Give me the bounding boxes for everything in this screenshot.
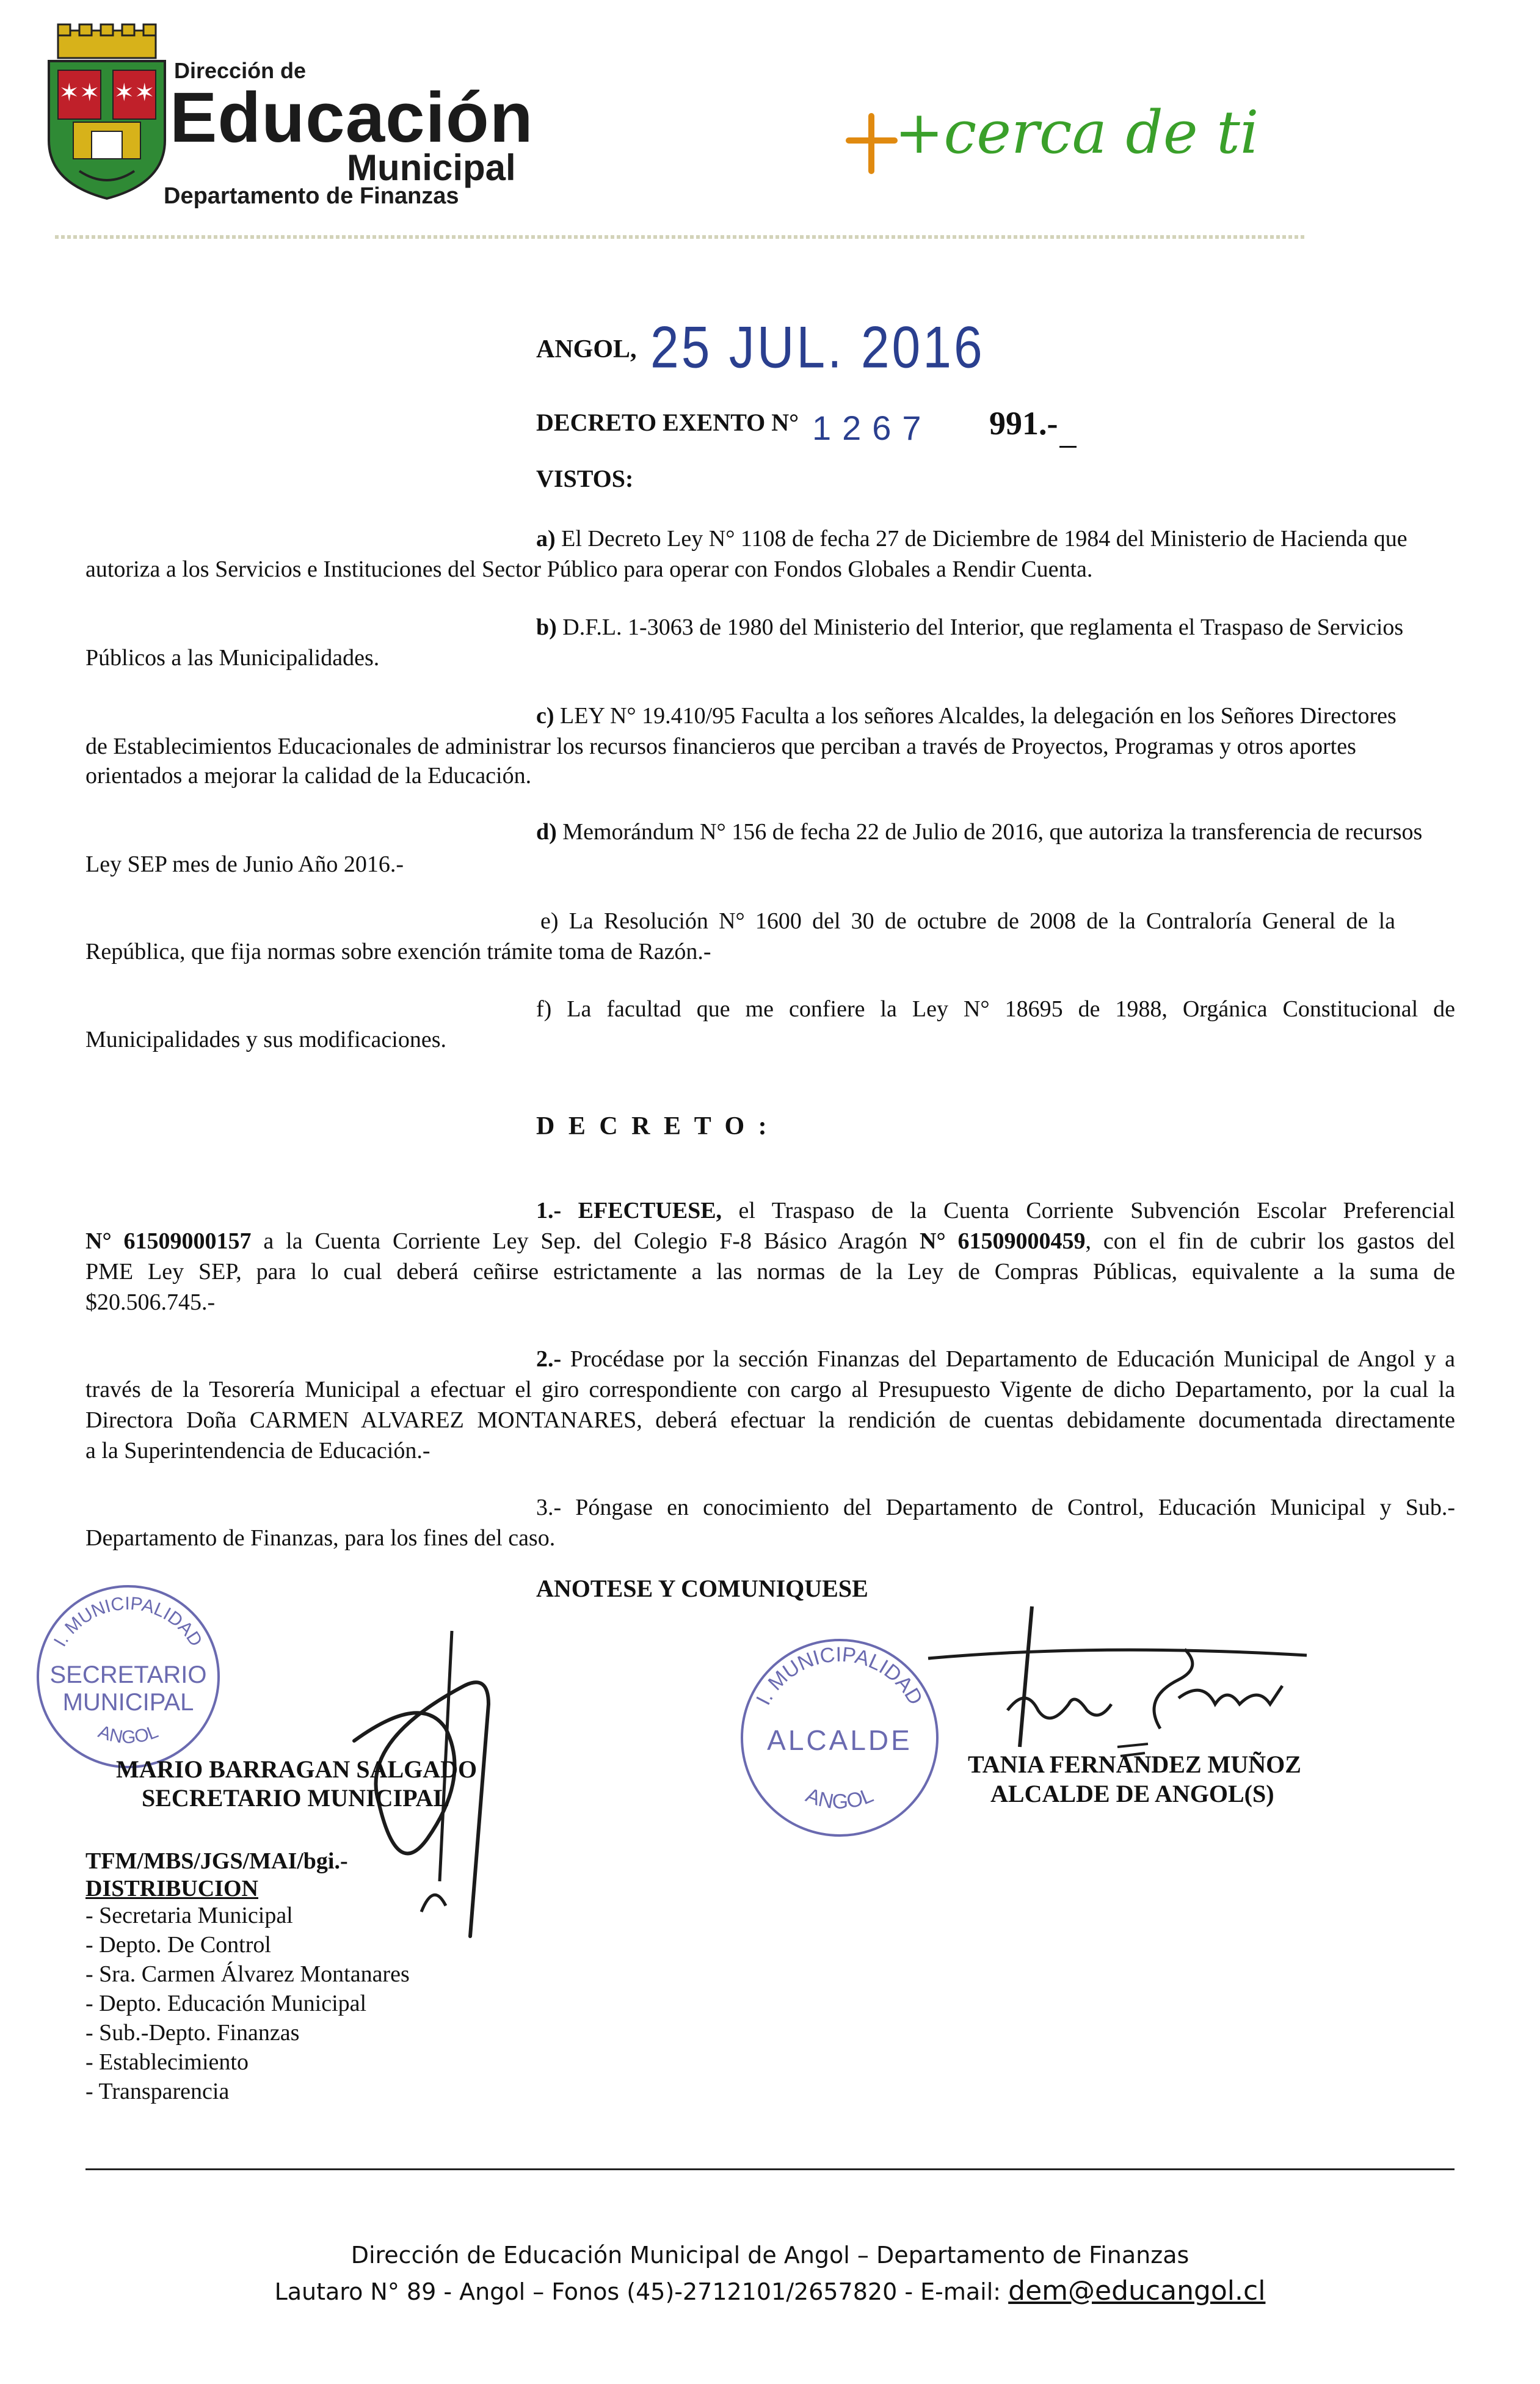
signatory-left-name: MARIO BARRAGAN SALGADO xyxy=(116,1755,478,1783)
article-2-lead: 2.- xyxy=(536,1346,562,1372)
slogan-logo xyxy=(837,82,1259,186)
article-2-line4: a la Superintendencia de Educación.- xyxy=(85,1438,430,1464)
article-1-lead: 1.- EFECTUESE, xyxy=(536,1198,722,1223)
vistos-a-label: a) xyxy=(536,526,556,552)
header-departamento: Departamento de Finanzas xyxy=(164,183,459,209)
distribution-item: - Sra. Carmen Álvarez Montanares xyxy=(85,1961,410,1987)
header-educacion: Educación xyxy=(170,78,534,157)
header-direccion-de: Dirección de xyxy=(174,58,307,83)
vistos-f-line1: f) La facultad que me confiere la Ley N° 18695 de 1988, Orgánica Constitucional de xyxy=(536,996,1455,1022)
vistos-a-line2: autoriza a los Servicios e Instituciones del Sector Público para operar con Fondos Globales a Rendir Cuenta. xyxy=(85,556,1093,582)
vistos-b-text1: D.F.L. 1-3063 de 1980 del Ministerio del Interior, que reglamenta el Traspaso de Servicios xyxy=(562,614,1404,640)
decreto-heading: D E C R E T O : xyxy=(536,1112,771,1140)
article-1-amount: $20.506.745.- xyxy=(85,1289,216,1315)
distribution-item: - Depto. Educación Municipal xyxy=(85,1991,367,2016)
article-2-line1 xyxy=(536,1344,1455,1374)
article-3-line1: 3.- Póngase en conocimiento del Departamento de Control, Educación Municipal y Sub.- xyxy=(536,1495,1455,1520)
distribution-item: - Sub.-Depto. Finanzas xyxy=(85,2020,300,2046)
vistos-c-line2: de Establecimientos Educacionales de administrar los recursos financieros que perciban a través de Proyectos, Programas y otros aportes xyxy=(85,734,1356,759)
svg-text:ALCALDE: ALCALDE xyxy=(767,1724,912,1756)
article-2-line3: Directora Doña CARMEN ALVAREZ MONTANARES, deberá efectuar la rendición de cuentas debidamente documentada directamente xyxy=(85,1407,1455,1433)
svg-text:ANGOL: ANGOL xyxy=(95,1721,161,1748)
distribution-heading: DISTRIBUCION xyxy=(85,1876,258,1901)
article-1-line2 xyxy=(85,1226,1455,1256)
article-2-line2: través de la Tesorería Municipal a efectuar el giro correspondiente con cargo al Presupuesto Vigente de dicho Departamento, por la cual la xyxy=(85,1377,1455,1402)
coat-of-arms-logo xyxy=(43,24,171,202)
vistos-c-line3: orientados a mejorar la calidad de la Educación. xyxy=(85,763,532,789)
decree-stamp-number: 1267 xyxy=(812,409,932,447)
vistos-c-text1: LEY N° 19.410/95 Faculta a los señores Alcaldes, la delegación en los Señores Directores xyxy=(560,703,1397,729)
article-1-text2a: a la Cuenta Corriente Ley Sep. del Colegio F-8 Básico Aragón xyxy=(263,1228,908,1254)
date-stamp: 25 JUL. 2016 xyxy=(650,313,985,380)
vistos-d-line2: Ley SEP mes de Junio Año 2016.- xyxy=(85,851,404,877)
svg-text:+cerca de ti: +cerca de ti xyxy=(895,98,1259,167)
distribution-list xyxy=(85,1901,410,2106)
vistos-b-label: b) xyxy=(536,614,557,640)
vistos-e-line1: e) La Resolución N° 1600 del 30 de octubre de 2008 de la Contraloría General de la xyxy=(540,908,1395,934)
footer-email-link[interactable]: dem@educangol.cl xyxy=(1008,2275,1266,2306)
distribution-item: - Secretaria Municipal xyxy=(85,1903,293,1928)
svg-text:ANGOL: ANGOL xyxy=(802,1783,877,1814)
decree-number: 991.- xyxy=(989,405,1058,442)
svg-text:✶✶: ✶✶ xyxy=(59,79,100,107)
vistos-c-label: c) xyxy=(536,703,554,729)
article-1-account-origin: N° 61509000157 xyxy=(85,1228,252,1254)
footer-divider xyxy=(85,2168,1455,2170)
signatory-left-title: SECRETARIO MUNICIPAL xyxy=(142,1784,450,1812)
vistos-c-line1 xyxy=(536,701,1455,731)
article-1-text1: el Traspaso de la Cuenta Corriente Subvención Escolar Preferencial xyxy=(738,1198,1455,1223)
footer-address: Lautaro N° 89 - Angol – Fonos (45)-2712101/2657820 - E-mail: xyxy=(274,2278,1001,2305)
decree-label: DECRETO EXENTO N° xyxy=(536,409,799,436)
svg-text:MUNICIPAL: MUNICIPAL xyxy=(62,1689,194,1716)
distribution-item: - Establecimiento xyxy=(85,2049,249,2075)
svg-text:✶✶: ✶✶ xyxy=(114,79,155,107)
article-1-text2b: , con el fin de cubrir los gastos del xyxy=(1085,1228,1456,1254)
vistos-b-line1 xyxy=(536,612,1455,643)
initials-reference: TFM/MBS/JGS/MAI/bgi.- xyxy=(85,1848,348,1874)
vistos-d-text1: Memorándum N° 156 de fecha 22 de Julio de 2016, que autoriza la transferencia de recursos xyxy=(562,819,1423,845)
vistos-d-line1 xyxy=(536,817,1455,847)
signatory-right-name: TANIA FERNANDEZ MUÑOZ xyxy=(968,1751,1301,1778)
header-divider xyxy=(55,235,1307,239)
svg-text:I. MUNICIPALIDAD: I. MUNICIPALIDAD xyxy=(49,1593,206,1650)
place-label: ANGOL, xyxy=(536,335,637,363)
article-3-line2: Departamento de Finanzas, para los fines del caso. xyxy=(85,1525,556,1551)
article-1-account-destination: N° 61509000459 xyxy=(920,1228,1086,1254)
article-2-text1: Procédase por la sección Finanzas del Departamento de Educación Municipal de Angol y a xyxy=(570,1346,1455,1372)
svg-text:SECRETARIO: SECRETARIO xyxy=(49,1661,207,1688)
closing-phrase: ANOTESE Y COMUNIQUESE xyxy=(536,1575,868,1602)
header-municipal: Municipal xyxy=(347,147,516,188)
svg-text:I. MUNICIPALIDAD: I. MUNICIPALIDAD xyxy=(752,1642,928,1709)
vistos-a-line1 xyxy=(536,523,1455,554)
distribution-item: - Transparencia xyxy=(85,2079,230,2104)
seal-secretario-municipal xyxy=(31,1579,226,1774)
decree-number-underline xyxy=(1059,446,1077,448)
vistos-b-line2: Públicos a las Municipalidades. xyxy=(85,645,380,671)
footer-line2 xyxy=(0,2275,1540,2306)
vistos-f-line2: Municipalidades y sus modificaciones. xyxy=(85,1027,446,1052)
article-1-line3: PME Ley SEP, para lo cual deberá ceñirse estrictamente a las normas de la Ley de Compras Públicas, equivalente a la suma de xyxy=(85,1259,1455,1285)
signature-alcalde xyxy=(916,1588,1343,1771)
distribution-item: - Depto. De Control xyxy=(85,1932,271,1958)
vistos-heading: VISTOS: xyxy=(536,465,634,492)
signatory-right-title: ALCALDE DE ANGOL(S) xyxy=(990,1780,1274,1807)
vistos-e-line2: República, que fija normas sobre exención trámite toma de Razón.- xyxy=(85,939,711,964)
vistos-d-label: d) xyxy=(536,819,557,845)
footer-line1: Dirección de Educación Municipal de Angol – Departamento de Finanzas xyxy=(350,2242,1190,2269)
vistos-a-text1: El Decreto Ley N° 1108 de fecha 27 de Diciembre de 1984 del Ministerio de Hacienda que xyxy=(561,526,1407,552)
article-1-line1 xyxy=(536,1195,1455,1226)
